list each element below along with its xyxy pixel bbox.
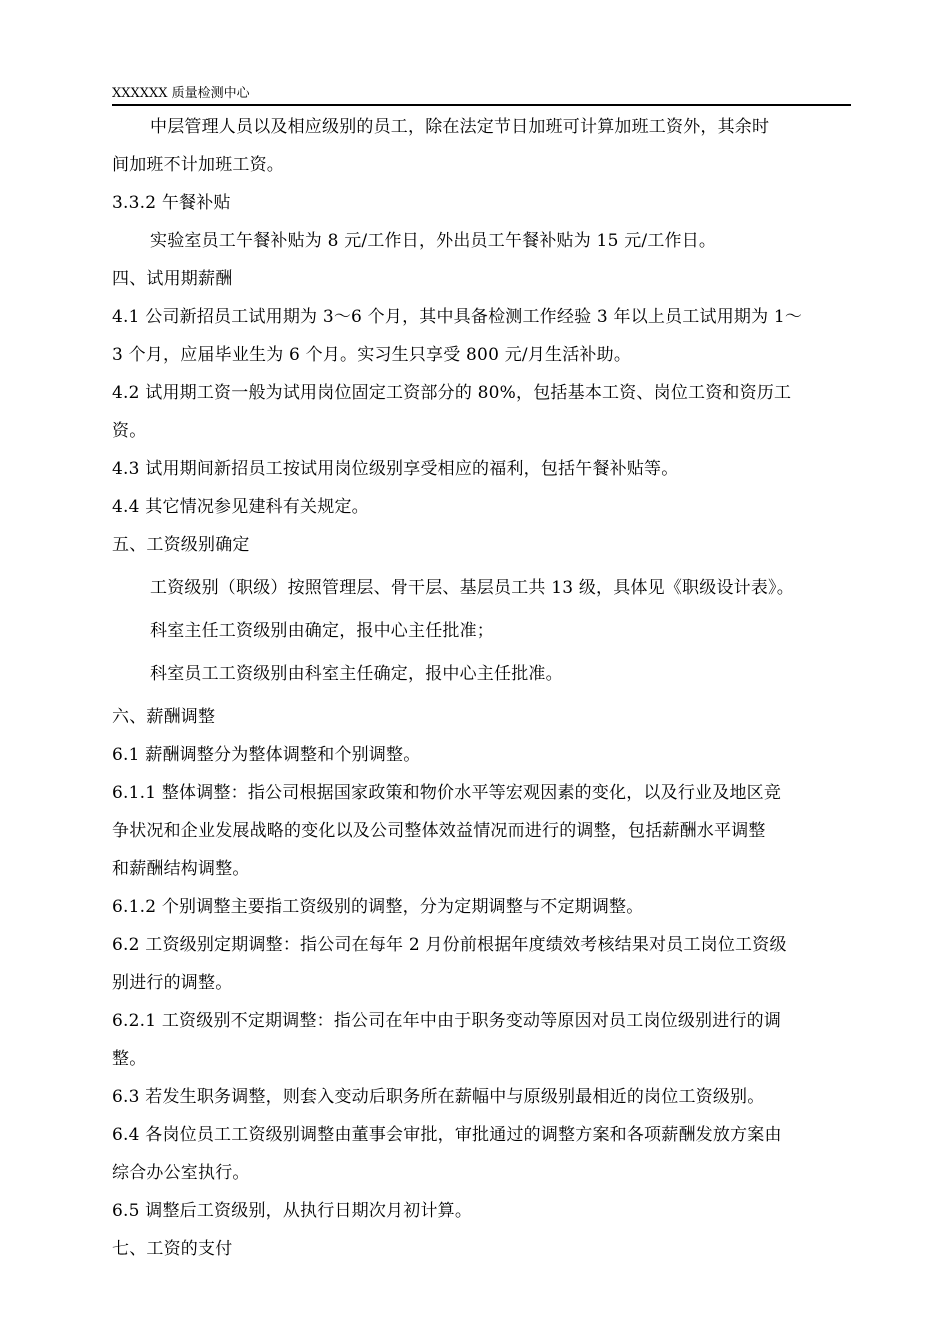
document-body bbox=[112, 108, 851, 1268]
section-heading: 四、试用期薪酬 bbox=[112, 269, 233, 289]
paragraph-line: 6.2 工资级别定期调整：指公司在每年 2 月份前根据年度绩效考核结果对员工岗位工资级 bbox=[112, 935, 787, 955]
paragraph-line: 资。 bbox=[112, 421, 147, 441]
header-title: XXXXXX 质量检测中心 bbox=[112, 86, 250, 101]
paragraph-line: 4.3 试用期间新招员工按试用岗位级别享受相应的福利，包括午餐补贴等。 bbox=[112, 459, 679, 479]
section-heading: 五、工资级别确定 bbox=[112, 535, 250, 555]
paragraph-line: 6.4 各岗位员工工资级别调整由董事会审批，审批通过的调整方案和各项薪酬发放方案由 bbox=[112, 1125, 782, 1145]
paragraph-line: 6.5 调整后工资级别，从执行日期次月初计算。 bbox=[112, 1201, 473, 1221]
paragraph-line: 科室主任工资级别由确定，报中心主任批准； bbox=[150, 621, 494, 641]
paragraph-line: 6.1.2 个别调整主要指工资级别的调整，分为定期调整与不定期调整。 bbox=[112, 897, 644, 917]
paragraph-line: 6.1 薪酬调整分为整体调整和个别调整。 bbox=[112, 745, 421, 765]
paragraph-line: 4.4 其它情况参见建科有关规定。 bbox=[112, 497, 369, 517]
paragraph-line: 中层管理人员以及相应级别的员工，除在法定节日加班可计算加班工资外，其余时 bbox=[150, 117, 770, 137]
paragraph-line: 和薪酬结构调整。 bbox=[112, 859, 250, 879]
section-heading: 六、薪酬调整 bbox=[112, 707, 216, 727]
section-heading: 3.3.2 午餐补贴 bbox=[112, 193, 231, 213]
paragraph-line: 争状况和企业发展战略的变化以及公司整体效益情况而进行的调整，包括薪酬水平调整 bbox=[112, 821, 766, 841]
paragraph-line: 整。 bbox=[112, 1049, 147, 1069]
page-header bbox=[112, 86, 851, 106]
paragraph-line: 4.1 公司新招员工试用期为 3～6 个月，其中具备检测工作经验 3 年以上员工试用期为 1～ bbox=[112, 307, 803, 327]
paragraph-line: 实验室员工午餐补贴为 8 元/工作日，外出员工午餐补贴为 15 元/工作日。 bbox=[150, 231, 717, 251]
paragraph-line: 4.2 试用期工资一般为试用岗位固定工资部分的 80%，包括基本工资、岗位工资和资历工 bbox=[112, 383, 792, 403]
paragraph-line: 别进行的调整。 bbox=[112, 973, 233, 993]
paragraph-line: 6.3 若发生职务调整，则套入变动后职务所在薪幅中与原级别最相近的岗位工资级别。 bbox=[112, 1087, 765, 1107]
section-heading: 七、工资的支付 bbox=[112, 1239, 233, 1259]
paragraph-line: 6.2.1 工资级别不定期调整：指公司在年中由于职务变动等原因对员工岗位级别进行的调 bbox=[112, 1011, 782, 1031]
paragraph-line: 工资级别（职级）按照管理层、骨干层、基层员工共 13 级，具体见《职级设计表》。 bbox=[150, 578, 794, 598]
paragraph-line: 6.1.1 整体调整：指公司根据国家政策和物价水平等宏观因素的变化，以及行业及地区竞 bbox=[112, 783, 782, 803]
paragraph-line: 间加班不计加班工资。 bbox=[112, 155, 284, 175]
paragraph-line: 3 个月，应届毕业生为 6 个月。实习生只享受 800 元/月生活补助。 bbox=[112, 345, 632, 365]
paragraph-line: 综合办公室执行。 bbox=[112, 1163, 250, 1183]
paragraph-line: 科室员工工资级别由科室主任确定，报中心主任批准。 bbox=[150, 664, 563, 684]
